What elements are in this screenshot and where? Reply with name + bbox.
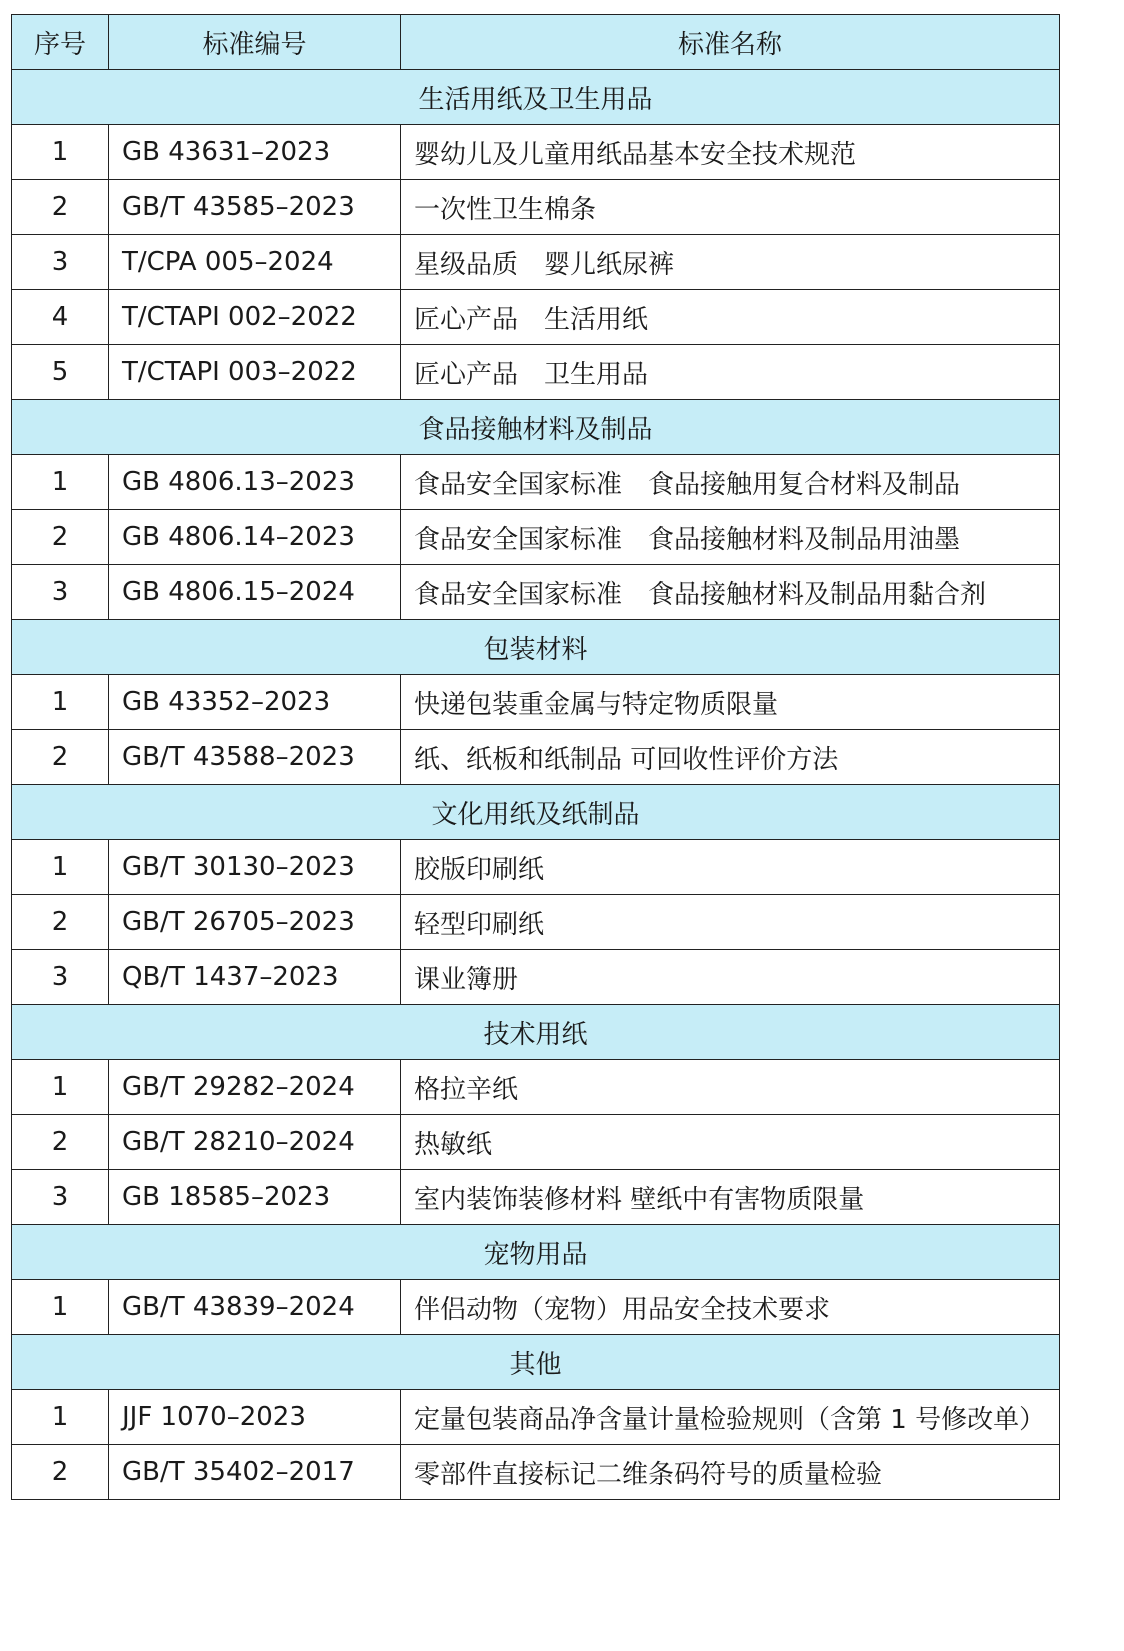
row-index: 5 — [12, 345, 109, 400]
standard-name: 快递包装重金属与特定物质限量 — [401, 675, 1060, 730]
standard-code: GB 43352–2023 — [109, 675, 401, 730]
row-index: 2 — [12, 1445, 109, 1500]
row-index: 2 — [12, 1115, 109, 1170]
standard-code: GB 4806.15–2024 — [109, 565, 401, 620]
table-row — [12, 125, 1060, 180]
standard-code: JJF 1070–2023 — [109, 1390, 401, 1445]
category-title: 生活用纸及卫生用品 — [12, 70, 1060, 125]
standard-name: 婴幼儿及儿童用纸品基本安全技术规范 — [401, 125, 1060, 180]
row-index: 1 — [12, 455, 109, 510]
standard-name: 格拉辛纸 — [401, 1060, 1060, 1115]
row-index: 2 — [12, 180, 109, 235]
standard-name: 星级品质 婴儿纸尿裤 — [401, 235, 1060, 290]
table-row — [12, 290, 1060, 345]
row-index: 2 — [12, 895, 109, 950]
standard-code: QB/T 1437–2023 — [109, 950, 401, 1005]
standard-name: 定量包装商品净含量计量检验规则（含第 1 号修改单） — [401, 1390, 1060, 1445]
table-row — [12, 180, 1060, 235]
standard-name: 一次性卫生棉条 — [401, 180, 1060, 235]
table-row — [12, 1445, 1060, 1500]
standard-name: 轻型印刷纸 — [401, 895, 1060, 950]
category-title: 宠物用品 — [12, 1225, 1060, 1280]
standard-name: 匠心产品 卫生用品 — [401, 345, 1060, 400]
header-index: 序号 — [12, 15, 109, 70]
standards-table — [11, 14, 1060, 1500]
table-row — [12, 345, 1060, 400]
header-name: 标准名称 — [401, 15, 1060, 70]
category-title: 包装材料 — [12, 620, 1060, 675]
category-title: 文化用纸及纸制品 — [12, 785, 1060, 840]
standard-name: 课业簿册 — [401, 950, 1060, 1005]
row-index: 1 — [12, 840, 109, 895]
table-header-row — [12, 15, 1060, 70]
row-index: 2 — [12, 510, 109, 565]
standard-code: GB/T 35402–2017 — [109, 1445, 401, 1500]
header-code: 标准编号 — [109, 15, 401, 70]
standard-code: GB/T 43839–2024 — [109, 1280, 401, 1335]
row-index: 1 — [12, 125, 109, 180]
standard-name: 食品安全国家标准 食品接触材料及制品用油墨 — [401, 510, 1060, 565]
standard-name: 室内装饰装修材料 壁纸中有害物质限量 — [401, 1170, 1060, 1225]
standard-code: GB/T 43585–2023 — [109, 180, 401, 235]
row-index: 3 — [12, 235, 109, 290]
standard-code: GB 4806.13–2023 — [109, 455, 401, 510]
row-index: 4 — [12, 290, 109, 345]
standard-code: GB/T 28210–2024 — [109, 1115, 401, 1170]
category-row — [12, 70, 1060, 125]
standard-code: GB 18585–2023 — [109, 1170, 401, 1225]
standard-name: 零部件直接标记二维条码符号的质量检验 — [401, 1445, 1060, 1500]
standard-code: T/CPA 005–2024 — [109, 235, 401, 290]
category-title: 食品接触材料及制品 — [12, 400, 1060, 455]
standard-name: 伴侣动物（宠物）用品安全技术要求 — [401, 1280, 1060, 1335]
table-row — [12, 1115, 1060, 1170]
category-row — [12, 785, 1060, 840]
standard-code: GB/T 43588–2023 — [109, 730, 401, 785]
standard-name: 食品安全国家标准 食品接触材料及制品用黏合剂 — [401, 565, 1060, 620]
table-row — [12, 510, 1060, 565]
table-row — [12, 1390, 1060, 1445]
table-row — [12, 950, 1060, 1005]
standard-name: 食品安全国家标准 食品接触用复合材料及制品 — [401, 455, 1060, 510]
row-index: 3 — [12, 1170, 109, 1225]
table-row — [12, 565, 1060, 620]
standard-code: GB 43631–2023 — [109, 125, 401, 180]
row-index: 1 — [12, 1280, 109, 1335]
category-row — [12, 620, 1060, 675]
standard-name: 热敏纸 — [401, 1115, 1060, 1170]
standard-name: 纸、纸板和纸制品 可回收性评价方法 — [401, 730, 1060, 785]
standard-code: GB/T 29282–2024 — [109, 1060, 401, 1115]
category-title: 技术用纸 — [12, 1005, 1060, 1060]
category-row — [12, 1005, 1060, 1060]
row-index: 3 — [12, 565, 109, 620]
table-body — [12, 70, 1060, 1500]
table-row — [12, 455, 1060, 510]
table-row — [12, 1280, 1060, 1335]
standard-code: T/CTAPI 002–2022 — [109, 290, 401, 345]
category-row — [12, 1225, 1060, 1280]
standard-name: 匠心产品 生活用纸 — [401, 290, 1060, 345]
category-row — [12, 1335, 1060, 1390]
standard-code: GB/T 30130–2023 — [109, 840, 401, 895]
table-row — [12, 675, 1060, 730]
standard-code: GB 4806.14–2023 — [109, 510, 401, 565]
standard-code: GB/T 26705–2023 — [109, 895, 401, 950]
category-row — [12, 400, 1060, 455]
table-row — [12, 730, 1060, 785]
table-row — [12, 235, 1060, 290]
row-index: 1 — [12, 1390, 109, 1445]
row-index: 3 — [12, 950, 109, 1005]
table-row — [12, 1170, 1060, 1225]
standard-name: 胶版印刷纸 — [401, 840, 1060, 895]
row-index: 2 — [12, 730, 109, 785]
row-index: 1 — [12, 675, 109, 730]
table-row — [12, 840, 1060, 895]
table-row — [12, 1060, 1060, 1115]
row-index: 1 — [12, 1060, 109, 1115]
category-title: 其他 — [12, 1335, 1060, 1390]
standard-code: T/CTAPI 003–2022 — [109, 345, 401, 400]
table-row — [12, 895, 1060, 950]
